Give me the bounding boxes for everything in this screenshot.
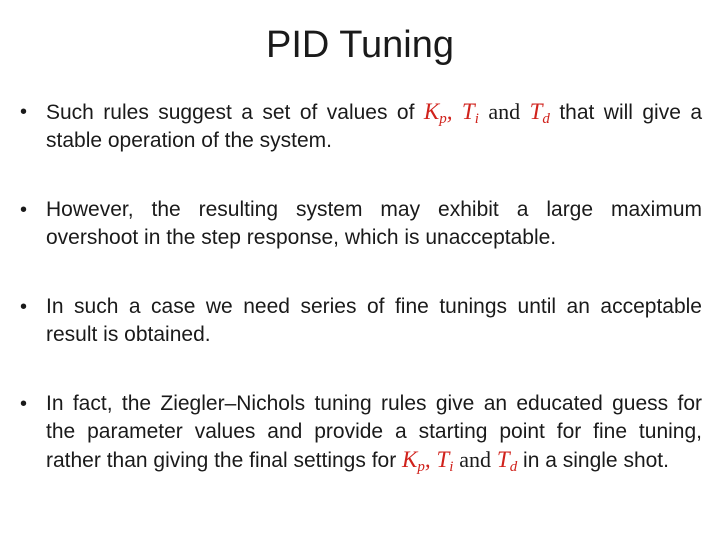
bullet-text: However, the resulting system may exhibit a large maximum overshoot in the step response, which is unacceptable.	[46, 198, 702, 249]
bullet-text: In fact, the Ziegler–Nichols tuning rules give an educated guess for the parameter values and provide a starting point for fine tuning, rather than giving the final settings for	[46, 392, 702, 472]
bullet-text: in a single shot.	[523, 449, 669, 472]
ti-symbol: $T_i$	[436, 447, 454, 475]
and-word: and	[459, 447, 492, 472]
bullet-list	[20, 98, 702, 475]
and-word: and	[488, 99, 521, 124]
kp-symbol: $K_p$	[423, 99, 447, 127]
math-comma: ,	[424, 447, 431, 472]
bullet-text: In such a case we need series of fine tunings until an acceptable result is obtained.	[46, 295, 702, 346]
kp-symbol: $K_p$	[402, 447, 425, 475]
bullet-text: that will give a stable operation of the system.	[46, 101, 703, 152]
bullet-dot-icon: •	[20, 296, 28, 318]
bullet-item-1	[20, 98, 702, 155]
bullet-item-3	[20, 293, 702, 349]
bullet-text: Such rules suggest a set of values of	[46, 101, 415, 124]
ti-symbol: $T_i$	[461, 99, 479, 127]
bullet-item-2	[20, 196, 702, 252]
bullet-dot-icon: •	[20, 101, 28, 123]
td-symbol: $T_d$	[496, 447, 518, 475]
td-symbol: $T_d$	[529, 99, 550, 127]
slide-title: PID Tuning	[266, 24, 454, 66]
bullet-dot-icon: •	[20, 199, 28, 221]
bullet-item-4	[20, 390, 702, 475]
bullet-dot-icon: •	[20, 393, 28, 415]
math-comma: ,	[446, 99, 453, 124]
